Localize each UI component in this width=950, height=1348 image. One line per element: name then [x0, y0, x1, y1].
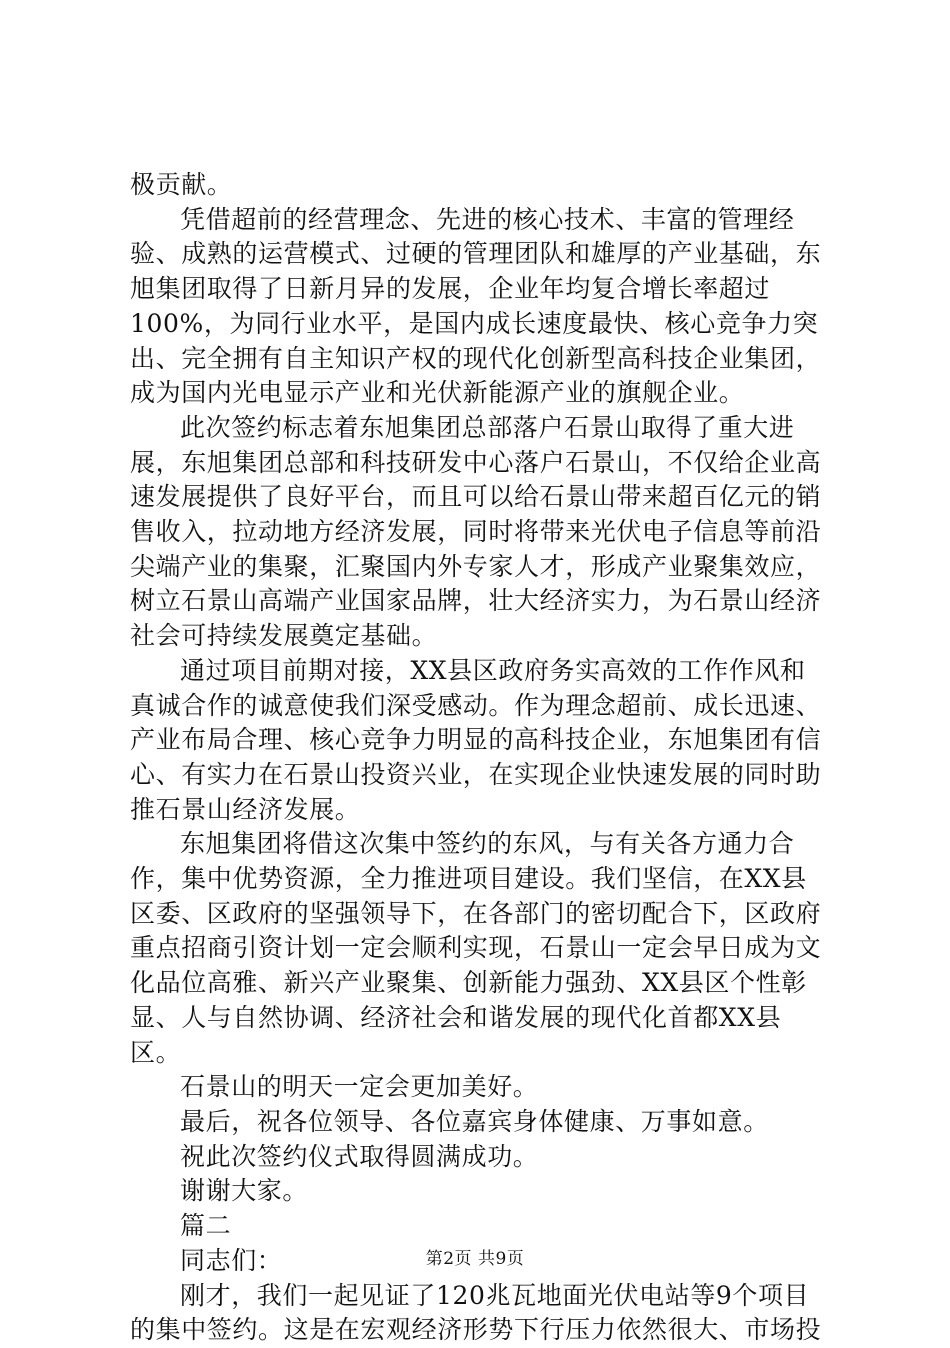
paragraph: 刚才，我们一起见证了120兆瓦地面光伏电站等9个项目的集中签约。这是在宏观经济形势下行压力依然很大、市场投 [130, 1280, 822, 1345]
document-body [130, 168, 830, 1348]
paragraph: 篇二 [180, 1211, 232, 1241]
page-footer: 第2页 共9页 [425, 1249, 525, 1269]
paragraph: 同志们： [180, 1245, 283, 1275]
paragraph: 凭借超前的经营理念、先进的核心技术、丰富的管理经验、成熟的运营模式、过硬的管理团队和雄厚的产业基础，东旭集团取得了日新月异的发展，企业年均复合增长率超过100%，为同行业水平，是国内成长速度最快、核心竞争力突出、完全拥有自主知识产权的现代化创新型高科技企业集团，成为国内光电显示产业和光伏新能源产业的旗舰企业。 [130, 204, 822, 408]
paragraph: 此次签约标志着东旭集团总部落户石景山取得了重大进展，东旭集团总部和科技研发中心落户石景山，不仅给企业高速发展提供了良好平台，而且可以给石景山带来超百亿元的销售收入，拉动地方经济发展，同时将带来光伏电子信息等前沿尖端产业的集聚，汇聚国内外专家人才，形成产业聚集效应，树立石景山高端产业国家品牌，壮大经济实力，为石景山经济社会可持续发展奠定基础。 [130, 412, 822, 651]
paragraph: 最后，祝各位领导、各位嘉宾身体健康、万事如意。 [180, 1106, 769, 1136]
paragraph: 通过项目前期对接，XX县区政府务实高效的工作作风和真诚合作的诚意使我们深受感动。作为理念超前、成长迅速、产业布局合理、核心竞争力明显的高科技企业，东旭集团有信心、有实力在石景山投资兴业，在实现企业快速发展的同时助推石景山经济发展。 [130, 655, 822, 824]
paragraph: 祝此次签约仪式取得圆满成功。 [180, 1141, 539, 1171]
paragraph: 石景山的明天一定会更加美好。 [180, 1072, 539, 1102]
paragraph: 谢谢大家。 [180, 1176, 309, 1206]
paragraph: 东旭集团将借这次集中签约的东风，与有关各方通力合作，集中优势资源，全力推进项目建设。我们坚信，在XX县区委、区政府的坚强领导下，在各部门的密切配合下，区政府重点招商引资计划一定会顺利实现，石景山一定会早日成为文化品位高雅、新兴产业聚集、创新能力强劲、XX县区个性彰显、人与自然协调、经济社会和谐发展的现代化首都XX县区。 [130, 829, 822, 1067]
paragraph: 极贡献。 [130, 170, 233, 199]
